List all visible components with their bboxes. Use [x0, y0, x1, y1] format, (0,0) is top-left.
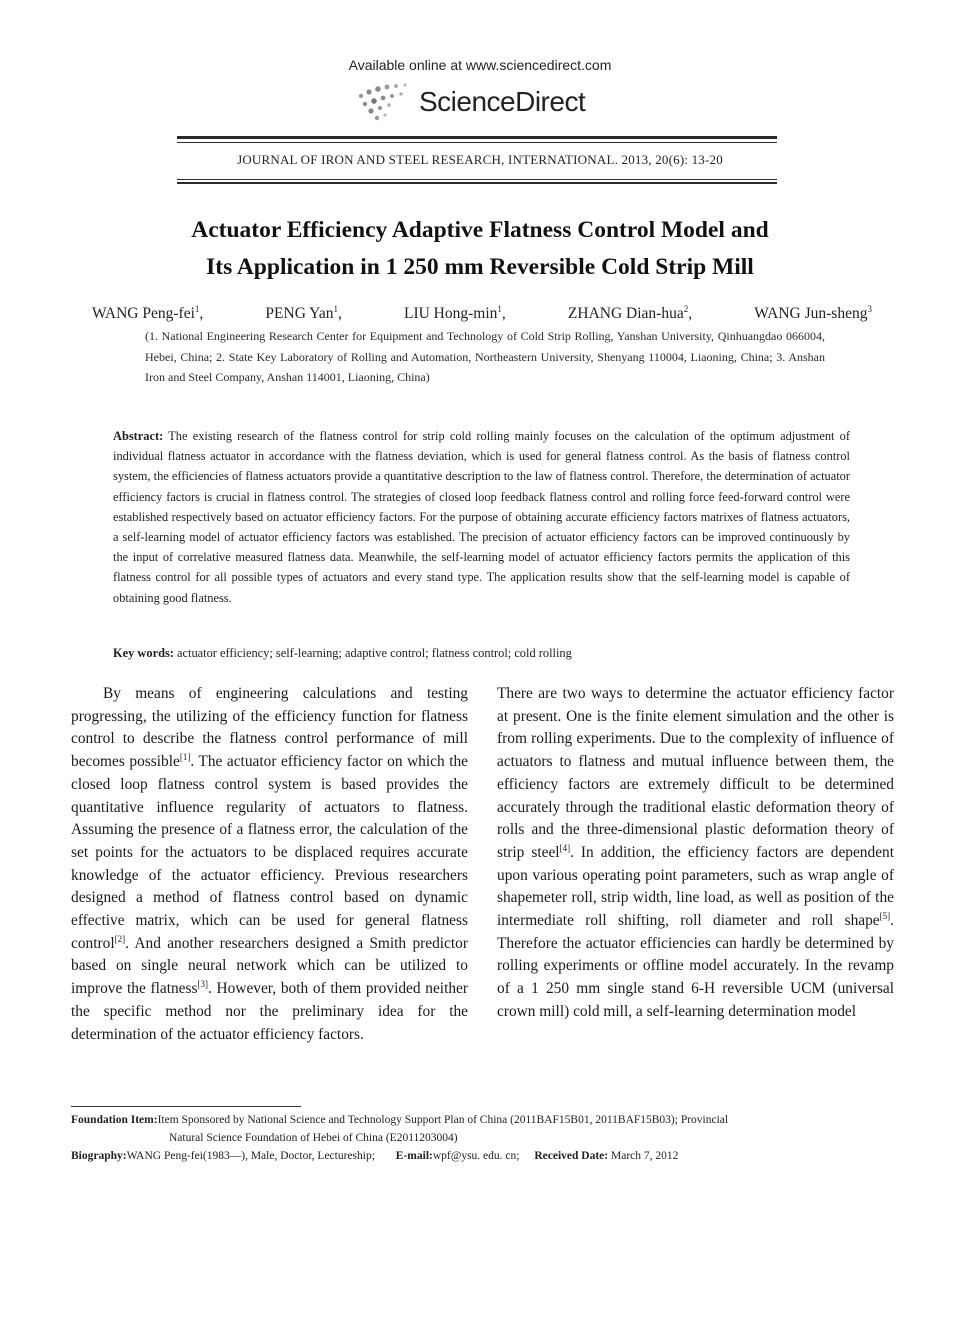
title-line-2: Its Application in 1 250 mm Reversible Cold Strip Mill [206, 254, 754, 280]
paper-title [60, 212, 900, 286]
author: WANG Peng-fei$^1$, [92, 304, 204, 323]
journal-citation: JOURNAL OF IRON AND STEEL RESEARCH, INTERNATIONAL. 2013, 20(6): 13-20 [237, 152, 723, 167]
author: PENG Yan$^1$, [265, 304, 342, 323]
author: LIU Hong-$\min^1$, [403, 304, 506, 323]
citation-ref[interactable]: [3] [197, 979, 208, 990]
sciencedirect-dots-icon [355, 80, 417, 124]
abstract [113, 426, 850, 608]
sciencedirect-logo[interactable] [355, 80, 585, 124]
sciencedirect-brand-text: ScienceDirect [419, 86, 586, 117]
header-rule-thin [177, 142, 777, 143]
journal-rule-thin [177, 179, 777, 180]
footnote-rule [71, 1106, 301, 1107]
affiliations: (1. National Engineering Research Center for Equipment and Technology of Cold Strip Rolling, Yanshan University, Qinhuangdao 066004, Hebei, China; 2. State Key Laboratory of Rolling and Automation, Northeastern University, Shenyang 110004, Liaoning, China; 3. Anshan Iron and Steel Company, Anshan 114001, Liaoning, China) [145, 329, 825, 384]
available-online-line[interactable]: Available online at www.sciencedirect.com [348, 57, 612, 73]
keywords [113, 646, 850, 661]
author: ZHANG Dian-hua$^2$, [567, 304, 693, 323]
abstract-text: The existing research of the flatness control for strip cold rolling mainly focuses on the calculation of the optimum adjustment of individual flatness actuator in accordance with the flatness deviation, which is used for general flatness control. As the basis of flatness control system, the efficiencies of flatness actuators provide a quantitative description to the law of flatness control. Therefore, the determination of actuator efficiency factors is crucial in flatness control. The strategies of closed loop feedback flatness control and rolling force feed-forward control were established respectively based on actuator efficiency factors. For the purpose of obtaining accurate efficiency factors matrixes of flatness actuators, a self-learning model of actuator efficiency factors was established. The precision of actuator efficiency factors can be improved continuously by the input of correlative measured flatness data. Meanwhile, the self-learning model of actuator efficiency factors permits the application of this flatness control for all possible types of actuators and every stand type. The application results show that the self-learning model is capable of obtaining good flatness. [113, 429, 851, 605]
author: WANG Jun-sheng$^3$ [754, 304, 872, 323]
footnote-foundation-cont: Natural Science Foundation of Hebei of China (E2011203004) [169, 1132, 458, 1144]
title-line-1: Actuator Efficiency Adaptive Flatness Control Model and [191, 217, 769, 243]
email-link[interactable]: wpf@ysu. edu. cn; [432, 1150, 520, 1162]
biography-label: Biography: [71, 1150, 127, 1162]
footnote-biography: Biography:WANG Peng-fei(1983—), Male, Doctor, Lectureship; E-mail:wpf@ysu. edu. cn; Received Date: March 7, 2012 [71, 1150, 679, 1162]
citation-ref[interactable]: [5] [879, 910, 891, 921]
body-column-right: There are two ways to determine the actuator efficiency factor at present. One is the finite element simulation and the other is from rolling experiments. Due to the complexity of influence of actuators to flatness and mutual influence between them, the efficiency factors are extremely difficult to be determined accurately through the traditional elastic deformation theory of rolls and the three-dimensional plastic deformation theory of strip steel[4]. In addition, the efficiency factors are dependent upon various operating point parameters, such as wrap angle of shapemeter roll, strip width, line load, as well as position of the intermediate roll shifting, roll diameter and roll shape[5]. Therefore the actuator efficiencies can hardly be determined by rolling experiments or offline model accurately. In the revamp of a 1 250 mm single stand 6-H reversible UCM (universal crown mill) cold mill, a self-learning determination model [497, 685, 894, 1020]
header-rule-thick [177, 136, 777, 139]
journal-rule-thick [177, 182, 777, 184]
email-label: E-mail: [395, 1150, 433, 1162]
author-list [92, 304, 872, 323]
citation-ref[interactable]: [1] [179, 751, 191, 762]
keywords-label: Key words: [113, 646, 174, 660]
citation-ref[interactable]: [4] [559, 842, 571, 853]
abstract-label: Abstract: [113, 429, 164, 443]
body-column-left: By means of engineering calculations and testing progressing, the utilizing of the efficiency function for flatness control to describe the flatness control performance of mill becomes possible[1]. The actuator efficiency factor on which the closed loop flatness control system is based provides the quantitative influence regularity of actuators to flatness. Assuming the presence of a flatness error, the calculation of the set points for the actuators to be displaced requires accurate knowledge of the actuator efficiency. Previous researchers designed a method of flatness control based on dynamic effective matrix, which can be used for general flatness control[2]. And another researchers designed a Smith predictor based on single neural network which can be utilized to improve the flatness[3]. However, both of them provided neither the specific method nor the preliminary idea for the determination of the actuator efficiency factors. [71, 685, 469, 1043]
keywords-text: actuator efficiency; self-learning; adaptive control; flatness control; cold rolling [177, 646, 572, 660]
citation-ref[interactable]: [2] [114, 933, 126, 944]
received-date-label: Received Date: [534, 1150, 609, 1162]
foundation-label: Foundation Item: [71, 1114, 158, 1126]
footnote-foundation: Foundation Item:Item Sponsored by National Science and Technology Support Plan of China (2011BAF15B01, 2011BAF15B03); Provincial [71, 1114, 729, 1126]
